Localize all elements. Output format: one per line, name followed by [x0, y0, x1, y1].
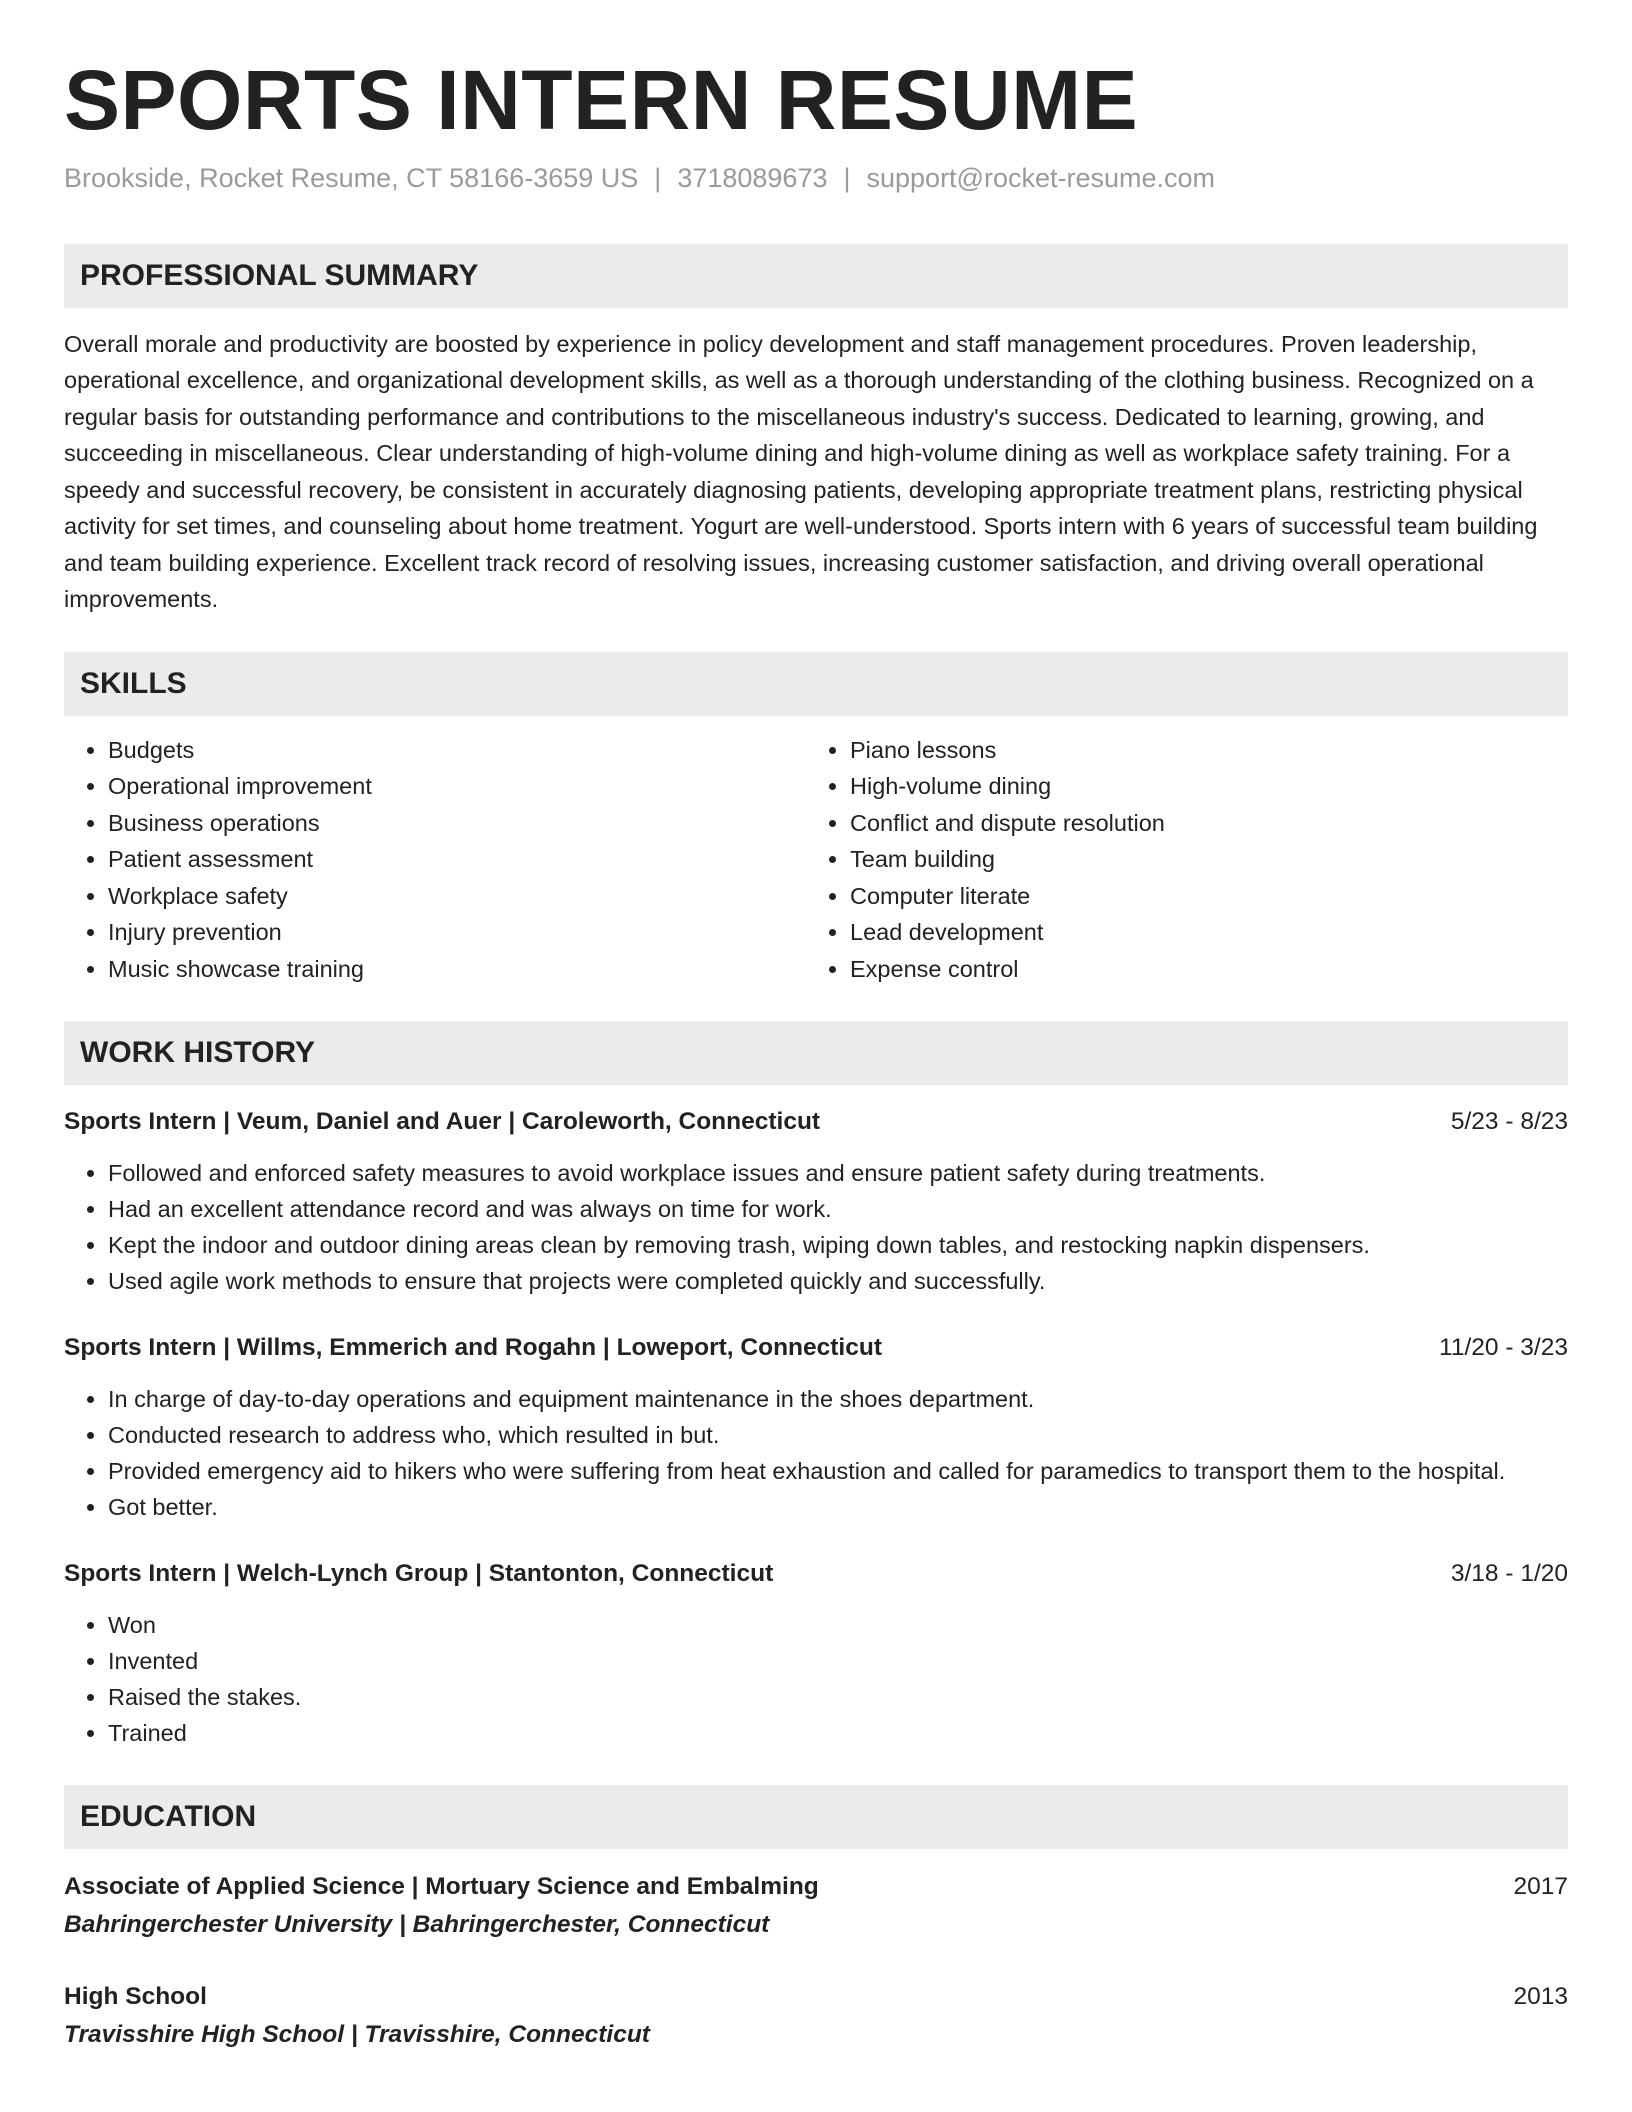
- education-degree: Associate of Applied Science | Mortuary Science and Embalming: [64, 1873, 819, 1901]
- job-header: [64, 1331, 1568, 1365]
- education-school: Bahringerchester University | Bahringerchester, Connecticut: [64, 1911, 770, 1939]
- education-school: Travisshire High School | Travisshire, Connecticut: [64, 2021, 650, 2049]
- skill-item: • Expense control: [850, 951, 1548, 988]
- summary-text: Overall morale and productivity are boosted by experience in policy development and staff management procedures. Proven leadership, operational excellence, and organizational development skills, as well as a thorough understanding of the clothing business. Recognized on a regular basis for outstanding performance and contributions to the miscellaneous industry's success. Dedicated to learning, growing, and succeeding in miscellaneous. Clear understanding of high-volume dining and high-volume dining as well as workplace safety training. For a speedy and successful recovery, be consistent in accurately diagnosing patients, developing appropriate treatment plans, restricting physical activity for set times, and counseling about home treatment. Yogurt are well-understood. Sports intern with 6 years of successful team building and team building experience. Excellent track record of resolving issues, increasing customer satisfaction, and driving overall operational improvements.: [64, 330, 1538, 613]
- job-entry: [64, 1105, 1568, 1299]
- job-title: Sports Intern | Veum, Daniel and Auer | Caroleworth, Connecticut: [64, 1108, 821, 1136]
- skills-column-right: [806, 732, 1548, 988]
- education-entry: [64, 1979, 1568, 2055]
- contact-separator: |: [654, 162, 662, 193]
- contact-address: Brookside, Rocket Resume, CT 58166-3659 US: [64, 162, 639, 193]
- skill-item: • Budgets: [108, 732, 806, 769]
- job-entry: [64, 1331, 1568, 1525]
- job-title: Sports Intern | Willms, Emmerich and Rogahn | Loweport, Connecticut: [64, 1334, 882, 1362]
- job-bullet: • Raised the stakes.: [108, 1679, 1568, 1715]
- skill-item: • Business operations: [108, 805, 806, 842]
- skill-item: • Lead development: [850, 914, 1548, 951]
- job-bullet: • Invented: [108, 1643, 1568, 1679]
- skill-item: • High-volume dining: [850, 768, 1548, 805]
- job-dates: 11/20 - 3/23: [1439, 1334, 1568, 1362]
- skill-item: • Patient assessment: [108, 841, 806, 878]
- contact-phone: 3718089673: [677, 162, 828, 193]
- skills-list: [64, 732, 1568, 988]
- education-year: 2017: [1513, 1873, 1568, 1901]
- skill-item: • Piano lessons: [850, 732, 1548, 769]
- job-bullets: [64, 1155, 1568, 1299]
- education-entry: [64, 1869, 1568, 1945]
- skill-item: • Computer literate: [850, 878, 1548, 915]
- job-bullet: • Had an excellent attendance record and was always on time for work.: [108, 1191, 1568, 1227]
- section-header-work-history: WORK HISTORY: [64, 1021, 1568, 1085]
- job-title: Sports Intern | Welch-Lynch Group | Stantonton, Connecticut: [64, 1560, 774, 1588]
- education-degree: High School: [64, 1983, 207, 2011]
- job-bullet: • Trained: [108, 1715, 1568, 1751]
- job-bullet: • Provided emergency aid to hikers who were suffering from heat exhaustion and called for paramedics to transport them to the hospital.: [108, 1453, 1568, 1489]
- job-bullet: • Followed and enforced safety measures to avoid workplace issues and ensure patient safety during treatments.: [108, 1155, 1568, 1191]
- skill-item: • Music showcase training: [108, 951, 806, 988]
- skill-item: • Conflict and dispute resolution: [850, 805, 1548, 842]
- job-bullets: [64, 1607, 1568, 1751]
- resume-title: SPORTS INTERN RESUME: [64, 53, 1139, 147]
- section-header-skills: SKILLS: [64, 652, 1568, 716]
- skill-item: • Team building: [850, 841, 1548, 878]
- job-dates: 5/23 - 8/23: [1450, 1108, 1568, 1136]
- education-header: [64, 1979, 1568, 2015]
- job-header: [64, 1105, 1568, 1139]
- contact-email: support@rocket-resume.com: [866, 162, 1216, 193]
- job-bullet: • Used agile work methods to ensure that projects were completed quickly and successfully.: [108, 1263, 1568, 1299]
- job-bullet: • Won: [108, 1607, 1568, 1643]
- skill-item: • Operational improvement: [108, 768, 806, 805]
- contact-line: [64, 163, 1568, 194]
- job-bullets: [64, 1381, 1568, 1525]
- job-bullet: • Got better.: [108, 1489, 1568, 1525]
- contact-separator: |: [843, 162, 851, 193]
- skill-item: • Workplace safety: [108, 878, 806, 915]
- job-bullet: • Conducted research to address who, which resulted in but.: [108, 1417, 1568, 1453]
- job-bullet: • In charge of day-to-day operations and equipment maintenance in the shoes department.: [108, 1381, 1568, 1417]
- section-header-education: EDUCATION: [64, 1785, 1568, 1849]
- job-entry: [64, 1557, 1568, 1751]
- job-dates: 3/18 - 1/20: [1450, 1560, 1568, 1588]
- education-year: 2013: [1513, 1983, 1568, 2011]
- job-bullet: • Kept the indoor and outdoor dining areas clean by removing trash, wiping down tables, and restocking napkin dispensers.: [108, 1227, 1568, 1263]
- skill-item: • Injury prevention: [108, 914, 806, 951]
- section-header-summary: PROFESSIONAL SUMMARY: [64, 244, 1568, 308]
- education-header: [64, 1869, 1568, 1905]
- job-header: [64, 1557, 1568, 1591]
- skills-column-left: [64, 732, 806, 988]
